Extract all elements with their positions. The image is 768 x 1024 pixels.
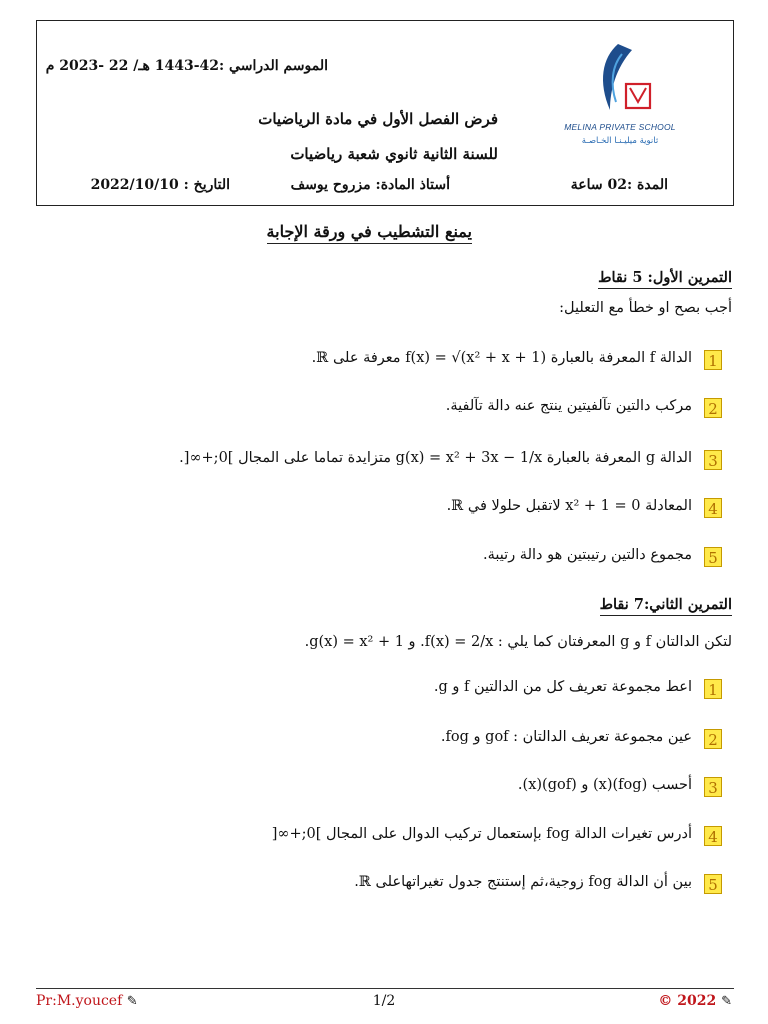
ex1-item-3: الدالة g المعرفة بالعبارة g(x) = x² + 3x − 1/x متزايدة تماما على المجال ]0;+∞[. <box>179 450 692 466</box>
no-erasure-notice: يمنع التشطيب في ورقة الإجابة <box>267 222 472 244</box>
ex2-item-1: اعط مجموعة تعريف كل من الدالتين f و g. <box>433 679 692 695</box>
ex1-item-number: 3 <box>704 450 722 470</box>
ex1-item-1: الدالة f المعرفة بالعبارة f(x) = √(x² + x + 1) معرفة على ℝ. <box>311 350 692 366</box>
school-name-arabic: ثانوية ميليـنـا الخـاصـة <box>581 136 659 146</box>
ex1-item-number: 5 <box>704 547 722 567</box>
ex1-item-4: المعادلة x² + 1 = 0 لاتقبل حلولا في ℝ. <box>446 498 692 514</box>
ex2-item-number: 4 <box>704 826 722 846</box>
exercise1-instruction: أجب بصح او خطأ مع التعليل: <box>559 300 732 316</box>
copyright-text: © 2022 <box>658 993 717 1009</box>
pen-icon: ✎ <box>721 994 732 1009</box>
ex2-item-number: 2 <box>704 729 722 749</box>
exam-title: فرض الفصل الأول في مادة الرياضيات <box>258 110 498 128</box>
school-season: الموسم الدراسي :42-1443 هـ/ 22 -2023 م <box>45 58 328 74</box>
author-name: Pr:M.youcef <box>36 993 123 1009</box>
exercise2-heading: التمرين الثاني:7 نقاط <box>600 596 732 616</box>
ex1-item-number: 4 <box>704 498 722 518</box>
page-number: 1/2 <box>372 993 396 1009</box>
ex2-item-2: عين مجموعة تعريف الدالتان : gof و fog. <box>440 729 692 745</box>
ex2-item-3: أحسب (fog)(x) و (gof)(x). <box>517 777 692 793</box>
exercise2-intro: لتكن الدالتان f و g المعرفتان كما يلي : f(x) = 2/x. و g(x) = x² + 1. <box>304 634 732 650</box>
ex2-item-5: بين أن الدالة fog زوجية،ثم إستنتج جدول تغيراتهاعلى ℝ. <box>354 874 692 890</box>
ex2-item-4: أدرس تغيرات الدالة fog بإستعمال تركيب الدوال على المجال ]0;+∞[ <box>271 826 692 842</box>
exam-date: التاريخ : 2022/10/10 <box>90 177 230 193</box>
exercise1-heading: التمرين الأول: 5 نقاط <box>598 269 732 289</box>
ex1-item-5: مجموع دالتين رتيبتين هو دالة رتيبة. <box>483 547 692 563</box>
pen-icon: ✎ <box>126 994 138 1009</box>
teacher-name: أستاذ المادة: مزروح يوسف <box>290 177 450 193</box>
footer-author <box>36 993 138 1009</box>
school-logo <box>560 40 680 150</box>
ex1-item-2: مركب دالتين تآلفيتين ينتج عنه دالة تآلفية. <box>445 398 692 414</box>
ex2-item-number: 5 <box>704 874 722 894</box>
exam-duration: المدة :02 ساعة <box>570 177 668 193</box>
ex1-item-number: 1 <box>704 350 722 370</box>
ex2-item-number: 3 <box>704 777 722 797</box>
ex2-item-number: 1 <box>704 679 722 699</box>
footer-copyright <box>658 993 732 1009</box>
ex1-item-number: 2 <box>704 398 722 418</box>
class-level: للسنة الثانية ثانوي شعبة رياضيات <box>290 145 498 163</box>
footer-divider <box>36 988 734 989</box>
school-name: MELINA PRIVATE SCHOOL <box>564 122 676 132</box>
quill-logo-icon <box>560 40 680 120</box>
